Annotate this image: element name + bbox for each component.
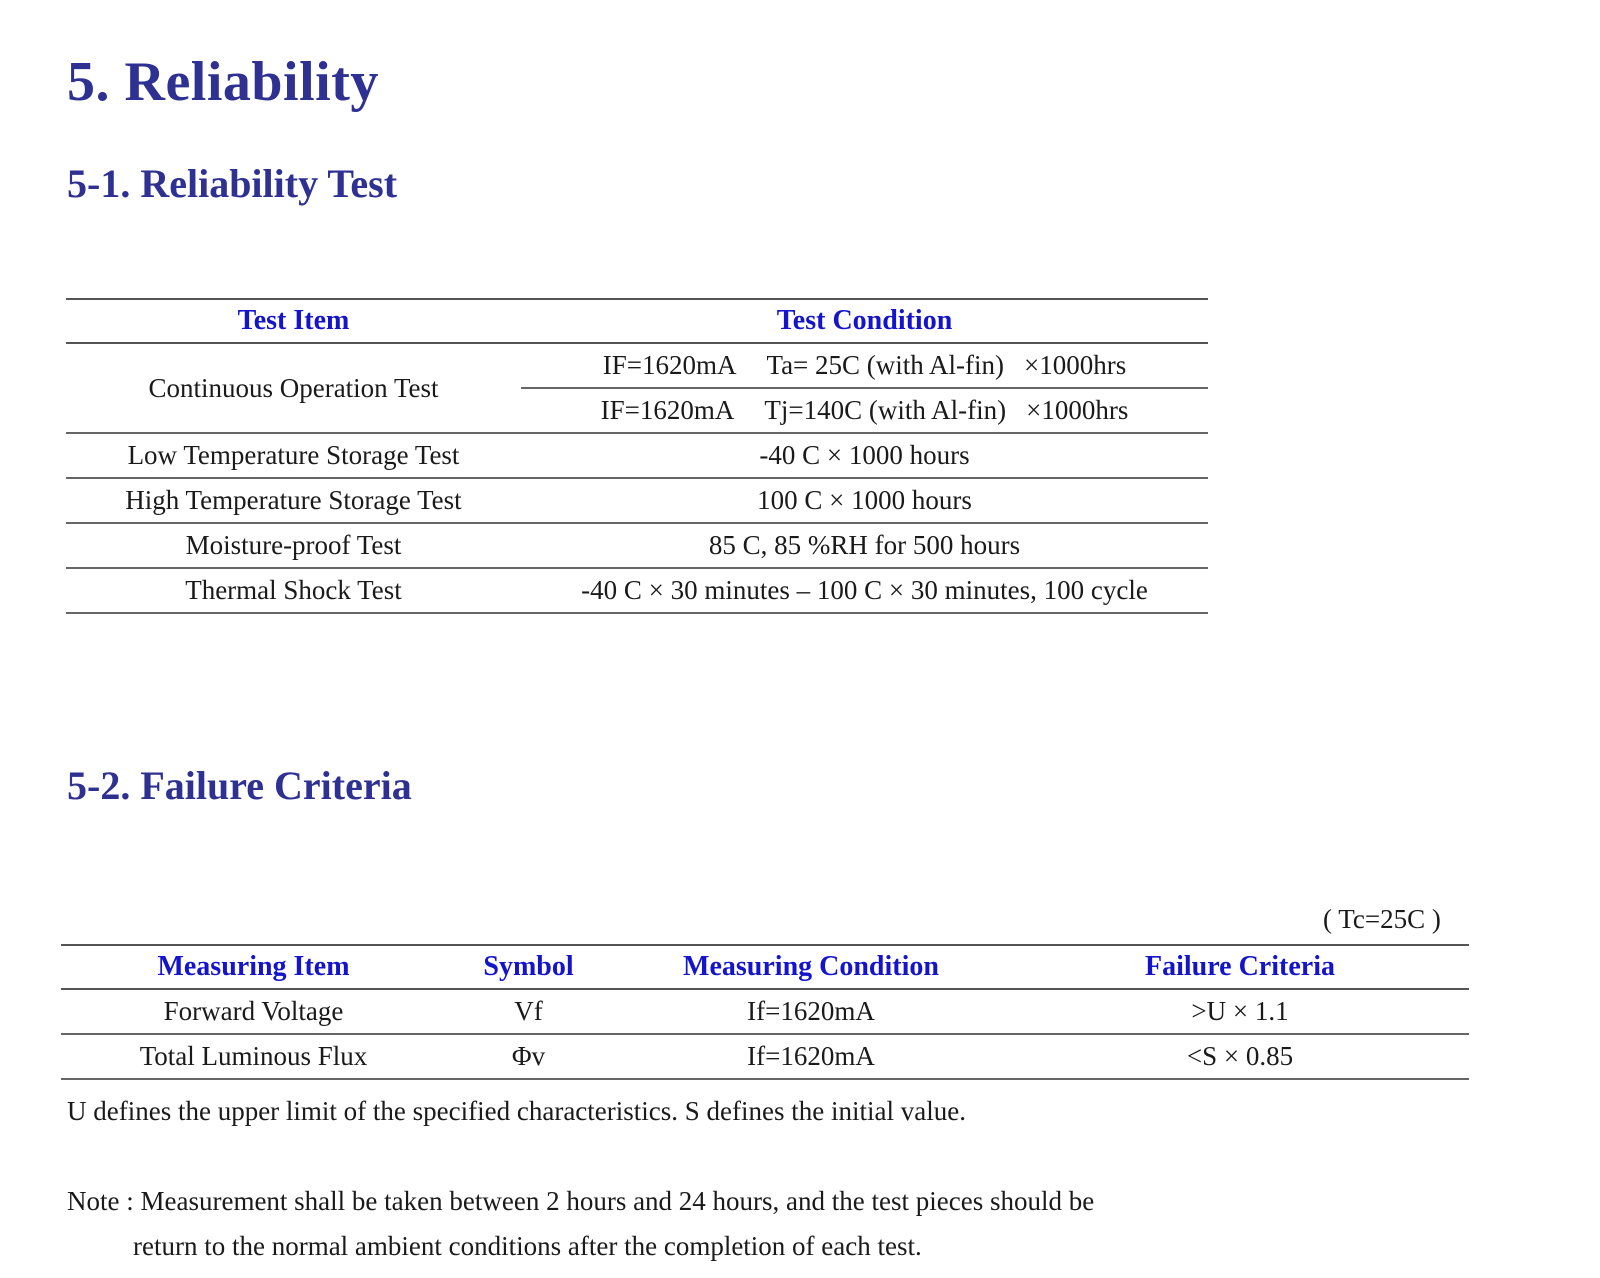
failure-criteria-table [61,944,1469,1080]
condition-temperature: Ta= 25C (with Al-fin) [766,350,1005,380]
test-item-cell: High Temperature Storage Test [125,485,462,515]
col-header-test-item: Test Item [237,305,350,336]
table-header-row [61,945,1469,989]
test-condition-cell [521,343,1208,388]
table-header-row [66,299,1208,343]
table-row [61,1034,1469,1079]
condition-duration: ×1000hrs [1026,395,1129,425]
symbol-cell: Φv [511,1041,546,1071]
failure-criteria-heading: 5-2. Failure Criteria [67,763,412,808]
test-condition-cell [521,388,1208,433]
condition-current: IF=1620mA [602,350,737,380]
table-row [66,343,1208,388]
col-header-failure-criteria: Failure Criteria [1145,951,1335,982]
test-item-cell: Continuous Operation Test [148,372,439,403]
measuring-item-cell: Total Luminous Flux [139,1041,368,1071]
symbol-cell: Vf [514,996,543,1026]
measuring-condition-cell: If=1620mA [747,1041,875,1071]
failure-criteria-cell: <S × 0.85 [1186,1041,1294,1071]
test-condition-cell: 85 C, 85 %RH for 500 hours [708,530,1021,560]
table-row [66,523,1208,568]
definition-text: U defines the upper limit of the specified characteristics. S defines the initial value. [67,1096,966,1126]
test-condition-cell: -40 C × 1000 hours [759,440,970,470]
table-row [66,568,1208,613]
table-row [66,433,1208,478]
col-header-measuring-item: Measuring Item [157,951,350,982]
case-temperature-note: ( Tc=25C ) [1323,904,1441,934]
test-condition-cell: 100 C × 1000 hours [757,485,972,515]
reliability-test-table [66,298,1208,614]
note-text-line-2: return to the normal ambient conditions after the completion of each test. [133,1231,922,1261]
condition-duration: ×1000hrs [1024,350,1127,380]
reliability-test-heading: 5-1. Reliability Test [67,161,398,206]
measuring-condition-cell: If=1620mA [747,996,875,1026]
table-row [61,989,1469,1034]
col-header-measuring-condition: Measuring Condition [683,951,939,982]
condition-current: IF=1620mA [600,395,735,425]
failure-criteria-cell: >U × 1.1 [1191,996,1289,1026]
note-text-line-1: Note : Measurement shall be taken between 2 hours and 24 hours, and the test pieces should be [67,1186,1095,1216]
test-item-cell: Moisture-proof Test [185,530,402,560]
table-row [66,478,1208,523]
page-title: 5. Reliability [67,51,379,113]
col-header-test-condition: Test Condition [776,305,953,336]
measuring-item-cell: Forward Voltage [163,996,344,1026]
test-item-cell: Thermal Shock Test [185,575,402,605]
condition-temperature: Tj=140C (with Al-fin) [764,395,1007,425]
test-condition-cell: -40 C × 30 minutes – 100 C × 30 minutes, 100 cycle [581,575,1148,605]
col-header-symbol: Symbol [483,951,574,982]
test-item-cell: Low Temperature Storage Test [127,440,460,470]
